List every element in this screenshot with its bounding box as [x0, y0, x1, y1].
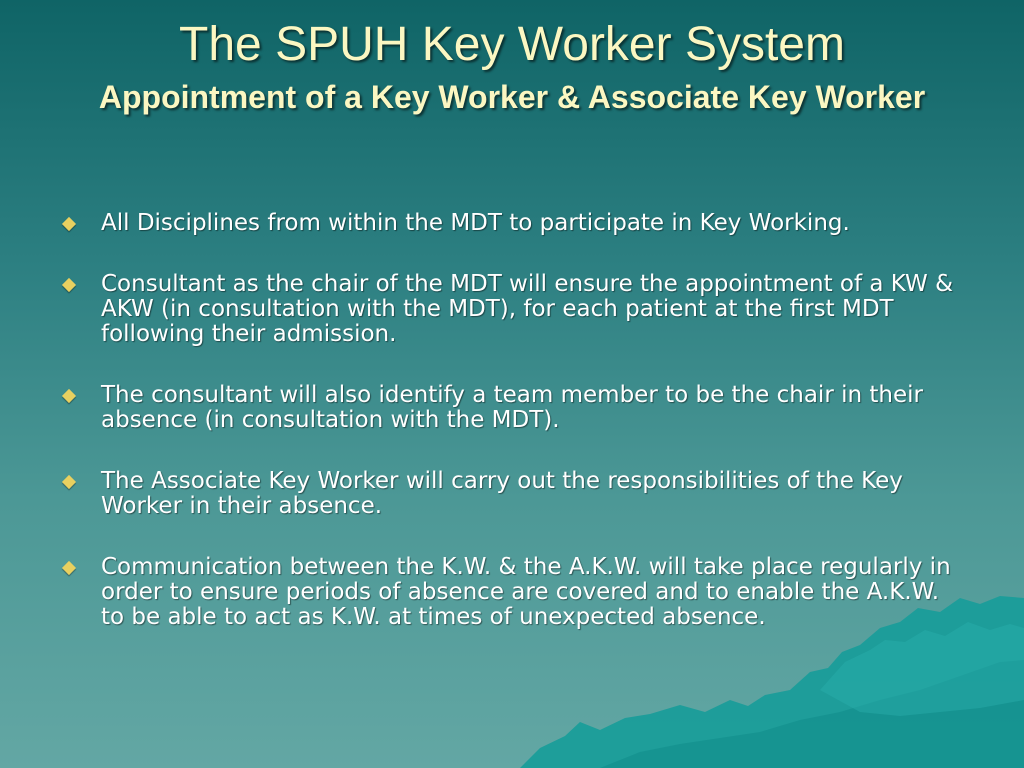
bullet-text: Communication between the K.W. & the A.K.W. will take place regularly in order to ensure periods of absence are covered and to enable the A.K.W. to be able to act as K.W. at times of unexpected absence.: [101, 554, 951, 630]
diamond-bullet-icon: [62, 278, 76, 292]
bullet-item: [60, 555, 965, 630]
diamond-bullet-icon: [62, 475, 76, 489]
bullet-item: [60, 272, 965, 347]
slide-title: The SPUH Key Worker System: [179, 18, 845, 71]
bullet-item: [60, 469, 965, 519]
diamond-bullet-icon: [62, 217, 76, 231]
diamond-bullet-icon: [62, 389, 76, 403]
bullet-list: [60, 211, 965, 666]
bullet-item: [60, 383, 965, 433]
title-block: [40, 16, 984, 121]
bullet-text: Consultant as the chair of the MDT will ensure the appointment of a KW & AKW (in consultation with the MDT), for each patient at the first MDT following their admission.: [101, 271, 954, 347]
bullet-item: [60, 211, 965, 236]
bullet-text: The Associate Key Worker will carry out the responsibilities of the Key Worker in their absence.: [101, 468, 903, 519]
diamond-bullet-icon: [62, 561, 76, 575]
bullet-text: The consultant will also identify a team member to be the chair in their absence (in consultation with the MDT).: [101, 382, 923, 433]
bullet-text: All Disciplines from within the MDT to participate in Key Working.: [101, 210, 850, 236]
slide-subtitle: Appointment of a Key Worker & Associate Key Worker: [98, 79, 926, 115]
